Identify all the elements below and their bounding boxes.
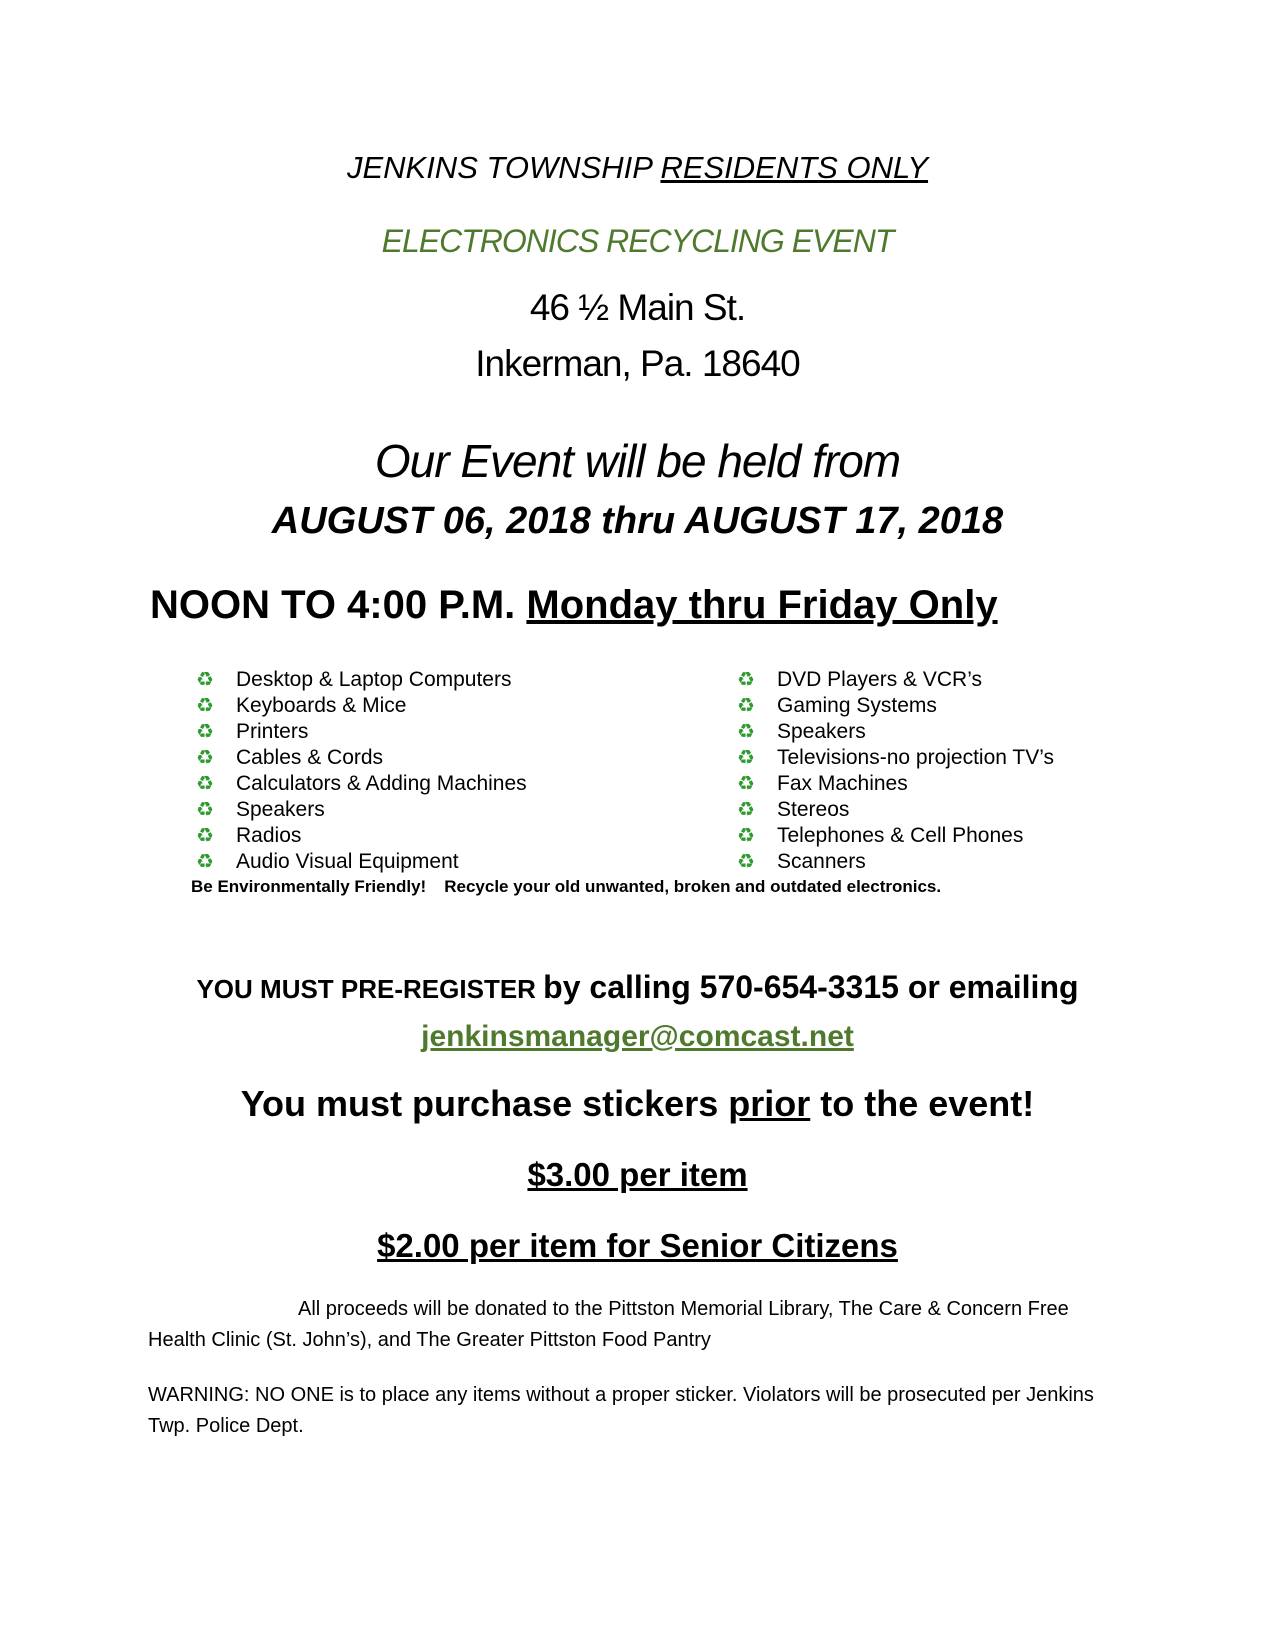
email-link[interactable]: jenkinsmanager@comcast.net: [421, 1020, 854, 1053]
recycle-icon: ♻: [737, 747, 755, 769]
item-label: Stereos: [777, 798, 850, 821]
list-item: [737, 667, 1054, 693]
recycle-icon: ♻: [196, 851, 214, 873]
warning-paragraph: WARNING: NO ONE is to place any items without a proper sticker. Violators will be prosecuted per Jenkins Twp. Police Dept.: [148, 1384, 1094, 1437]
recycle-icon: ♻: [737, 669, 755, 691]
event-dates: AUGUST 06, 2018 thru AUGUST 17, 2018: [271, 500, 1004, 542]
environmental-note: [191, 877, 941, 897]
stickers-notice: [0, 1083, 1275, 1125]
regular-price-line: [0, 1156, 1275, 1194]
recycle-text: Recycle your old unwanted, broken and outdated electronics.: [444, 877, 942, 896]
pre-register-text: YOU MUST PRE-REGISTER: [196, 974, 544, 1004]
recycle-icon: ♻: [737, 773, 755, 795]
recycle-icon: ♻: [196, 799, 214, 821]
days-text: Monday thru Friday Only: [526, 583, 998, 627]
list-item: [196, 797, 527, 823]
residents-only-heading: [0, 150, 1275, 186]
recycle-icon: ♻: [737, 721, 755, 743]
hours-text: NOON TO 4:00 P.M.: [150, 583, 527, 627]
event-hours: [150, 583, 998, 628]
item-label: DVD Players & VCR’s: [777, 668, 982, 691]
list-item: [737, 719, 1054, 745]
list-item: [196, 693, 527, 719]
recycle-icon: ♻: [737, 695, 755, 717]
senior-price: $2.00 per item for Senior Citizens: [377, 1227, 898, 1264]
item-label: Fax Machines: [777, 772, 908, 795]
residents-prefix: JENKINS TOWNSHIP: [346, 150, 661, 185]
friendly-text: Be Environmentally Friendly!: [191, 877, 427, 896]
recycle-icon: ♻: [196, 721, 214, 743]
address-line-2: Inkerman, Pa. 18640: [475, 343, 800, 384]
list-item: [737, 771, 1054, 797]
list-item: [737, 849, 1054, 875]
item-label: Audio Visual Equipment: [236, 850, 459, 873]
event-intro: Our Event will be held from: [374, 435, 901, 487]
event-title: ELECTRONICS RECYCLING EVENT: [381, 223, 894, 259]
list-item: [737, 823, 1054, 849]
recycle-icon: ♻: [196, 747, 214, 769]
recycle-icon: ♻: [737, 799, 755, 821]
address-line-1: 46 ½ Main St.: [529, 287, 746, 328]
list-item: [196, 745, 527, 771]
recycle-icon: ♻: [196, 825, 214, 847]
residents-only-underlined: RESIDENTS ONLY: [660, 150, 929, 185]
stickers-prior: prior: [728, 1083, 811, 1124]
regular-price: $3.00 per item: [527, 1156, 748, 1193]
contact-text: by calling 570-654-3315 or emailing: [543, 969, 1079, 1005]
item-label: Calculators & Adding Machines: [236, 772, 527, 795]
list-item: [737, 693, 1054, 719]
recycle-icon: ♻: [737, 851, 755, 873]
list-item: [737, 745, 1054, 771]
list-item: [196, 719, 527, 745]
item-label: Televisions-no projection TV’s: [777, 746, 1055, 769]
item-label: Scanners: [777, 850, 866, 873]
accepted-items-left-list: [196, 667, 527, 875]
recycle-icon: ♻: [196, 695, 214, 717]
item-label: Radios: [236, 824, 302, 847]
list-item: [196, 771, 527, 797]
item-label: Cables & Cords: [236, 746, 384, 769]
accepted-items-right-list: [737, 667, 1054, 875]
stickers-after: to the event!: [810, 1083, 1035, 1124]
list-item: [196, 849, 527, 875]
list-item: [196, 667, 527, 693]
item-label: Telephones & Cell Phones: [777, 824, 1024, 847]
registration-line: [0, 969, 1275, 1006]
recycle-icon: ♻: [196, 669, 214, 691]
recycle-icon: ♻: [737, 825, 755, 847]
email-line: [0, 1020, 1275, 1054]
item-label: Printers: [236, 720, 309, 743]
item-label: Speakers: [236, 798, 325, 821]
senior-price-line: [0, 1227, 1275, 1265]
recycle-icon: ♻: [196, 773, 214, 795]
stickers-before: You must purchase stickers: [240, 1083, 729, 1124]
item-label: Gaming Systems: [777, 694, 937, 717]
list-item: [737, 797, 1054, 823]
item-label: Speakers: [777, 720, 866, 743]
list-item: [196, 823, 527, 849]
item-label: Desktop & Laptop Computers: [236, 668, 512, 691]
proceeds-paragraph: All proceeds will be donated to the Pittston Memorial Library, The Care & Concern Free Health Clinic (St. John’s), and The Greater Pittston Food Pantry: [148, 1298, 1069, 1351]
item-label: Keyboards & Mice: [236, 694, 407, 717]
